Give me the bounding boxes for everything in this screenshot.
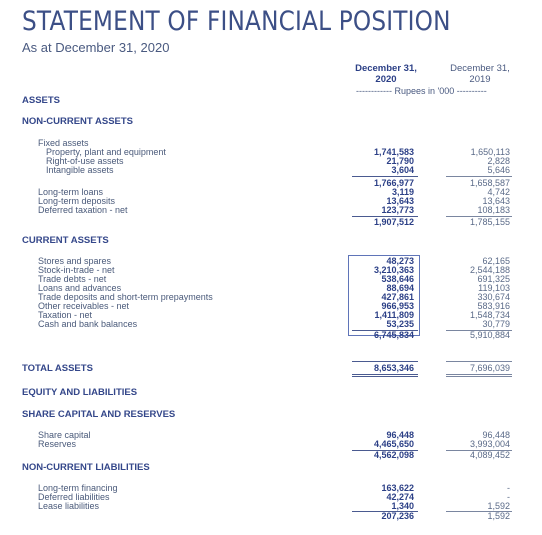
section-non-current-assets: NON-CURRENT ASSETS <box>22 116 134 127</box>
value-prior: - <box>507 483 510 493</box>
double-rule <box>446 376 512 377</box>
value-current: 163,622 <box>381 483 414 493</box>
value-current: 1,411,809 <box>374 310 414 320</box>
page-subtitle: As at December 31, 2020 <box>22 40 170 55</box>
row-label: Deferred taxation - net <box>38 205 128 215</box>
section-current-assets: CURRENT ASSETS <box>22 235 109 246</box>
section-assets: ASSETS <box>22 95 61 106</box>
total-assets-prior: 7,696,039 <box>469 363 510 373</box>
value-current: 96,448 <box>386 430 414 440</box>
value-current: 538,646 <box>381 274 414 284</box>
section-non-current-liabilities: NON-CURRENT LIABILITIES <box>22 462 150 473</box>
value-current: 1,741,583 <box>373 147 414 157</box>
non-current-assets-total-prior: 1,785,155 <box>469 217 510 227</box>
fixed-assets-subtotal-prior: 1,658,587 <box>469 178 510 188</box>
value-current: 42,274 <box>386 492 414 502</box>
row-label: Taxation - net <box>38 310 93 320</box>
value-prior: 5,646 <box>487 165 510 175</box>
value-current: 427,861 <box>381 292 414 302</box>
fixed-assets-heading: Fixed assets <box>38 138 89 148</box>
value-prior: 1,592 <box>487 501 510 511</box>
unit-label: ------------ Rupees in '000 ---------- <box>356 86 487 96</box>
value-current: 4,465,650 <box>373 439 414 449</box>
share-capital-total-prior: 4,089,452 <box>469 450 510 460</box>
row-label: Reserves <box>38 439 77 449</box>
value-prior: 4,742 <box>487 187 510 197</box>
value-prior: - <box>507 492 510 502</box>
value-current: 3,119 <box>391 187 414 197</box>
value-prior: 1,548,734 <box>469 310 510 320</box>
row-label: Long-term deposits <box>38 196 116 206</box>
section-share-capital-reserves: SHARE CAPITAL AND RESERVES <box>22 409 176 420</box>
value-prior: 3,993,004 <box>469 439 510 449</box>
value-current: 48,273 <box>386 256 414 266</box>
share-capital-total-current: 4,562,098 <box>373 450 414 460</box>
row-label: Loans and advances <box>38 283 122 293</box>
row-label: Cash and bank balances <box>38 319 138 329</box>
value-prior: 1,650,113 <box>470 147 510 157</box>
prior-year-header: December 31, 2019 <box>450 63 510 85</box>
row-label: Deferred liabilities <box>38 492 110 502</box>
total-assets-current: 8,653,346 <box>373 363 414 373</box>
double-rule <box>446 374 512 375</box>
value-prior: 108,183 <box>477 205 510 215</box>
value-current: 123,773 <box>381 205 414 215</box>
value-prior: 330,674 <box>477 292 510 302</box>
row-label: Stock-in-trade - net <box>38 265 115 275</box>
row-label: Share capital <box>38 430 91 440</box>
section-equity-liabilities: EQUITY AND LIABILITIES <box>22 387 138 398</box>
row-label: Long-term financing <box>38 483 118 493</box>
non-current-liabilities-total-current: 207,236 <box>381 511 414 521</box>
row-label: Stores and spares <box>38 256 112 266</box>
row-label: Other receivables - net <box>38 301 130 311</box>
row-label: Property, plant and equipment <box>46 147 166 157</box>
row-label: Lease liabilities <box>38 501 100 511</box>
subtotal-rule <box>446 176 512 177</box>
non-current-assets-total-current: 1,907,512 <box>373 217 414 227</box>
row-label: Long-term loans <box>38 187 104 197</box>
value-current: 1,340 <box>391 501 414 511</box>
value-current: 21,790 <box>386 156 414 166</box>
row-label: Trade deposits and short-term prepayments <box>38 292 213 302</box>
page-title: STATEMENT OF FINANCIAL POSITION <box>22 6 451 37</box>
value-current: 88,694 <box>386 283 414 293</box>
current-assets-total-current: 6,745,834 <box>373 330 414 340</box>
row-label: Trade debts - net <box>38 274 107 284</box>
value-current: 13,643 <box>386 196 414 206</box>
fixed-assets-subtotal-current: 1,766,977 <box>373 178 414 188</box>
non-current-liabilities-total-prior: 1,592 <box>487 511 510 521</box>
double-rule <box>352 374 418 375</box>
total-rule <box>446 361 512 362</box>
value-prior: 119,103 <box>478 283 510 293</box>
value-current: 3,210,363 <box>373 265 414 275</box>
value-prior: 691,325 <box>477 274 510 284</box>
value-prior: 583,916 <box>477 301 510 311</box>
value-prior: 2,544,188 <box>469 265 510 275</box>
total-rule <box>352 361 418 362</box>
subtotal-rule <box>352 176 418 177</box>
value-prior: 30,779 <box>482 319 510 329</box>
section-total-assets: TOTAL ASSETS <box>22 363 93 374</box>
value-current: 53,235 <box>386 319 414 329</box>
value-current: 966,953 <box>381 301 414 311</box>
value-prior: 2,828 <box>487 156 510 166</box>
value-prior: 13,643 <box>482 196 510 206</box>
current-year-header: December 31, 2020 <box>355 63 417 85</box>
row-label: Intangible assets <box>46 165 114 175</box>
row-label: Right-of-use assets <box>46 156 124 166</box>
value-prior: 96,448 <box>482 430 510 440</box>
current-assets-total-prior: 5,910,884 <box>469 330 510 340</box>
value-prior: 62,165 <box>482 256 510 266</box>
value-current: 3,604 <box>391 165 414 175</box>
double-rule <box>352 376 418 377</box>
